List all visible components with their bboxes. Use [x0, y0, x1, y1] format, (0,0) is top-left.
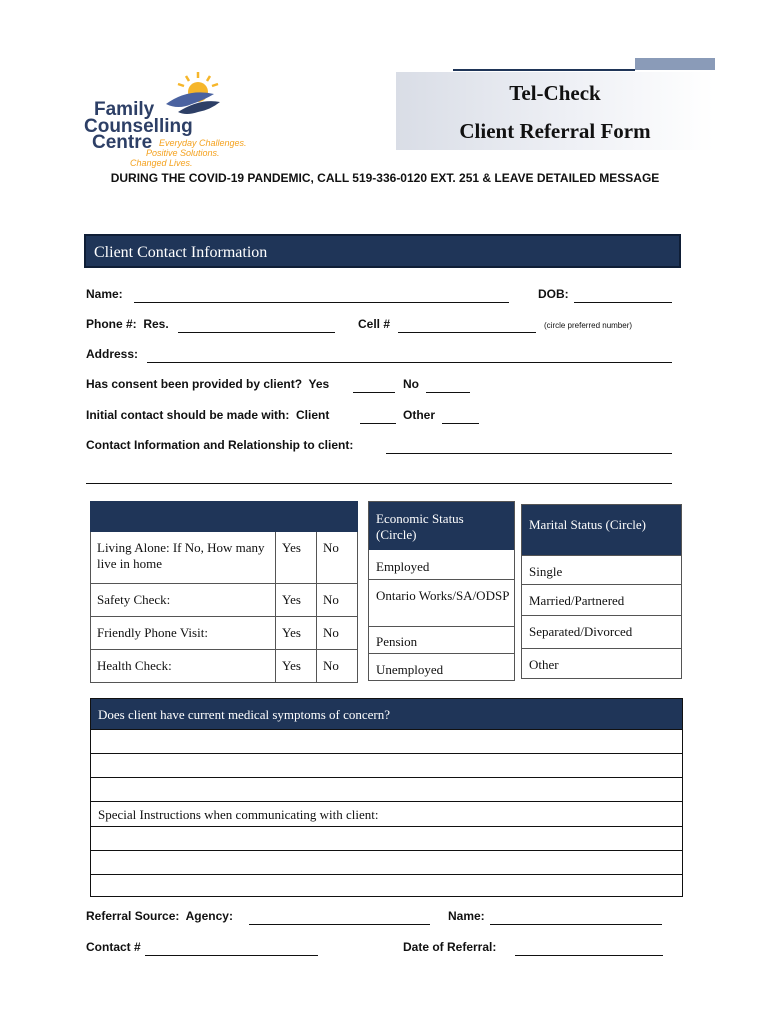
- logo-line-1: Family: [94, 99, 155, 120]
- check-row: [91, 617, 358, 650]
- logo-tagline-2: Positive Solutions.: [146, 148, 220, 158]
- dob-field[interactable]: [574, 302, 672, 303]
- logo-tagline-3: Changed Lives.: [130, 158, 193, 168]
- medical-question: Does client have current medical symptoms of concern?: [90, 698, 683, 730]
- phone-res-label: Phone #: Res.: [86, 317, 173, 331]
- check-table: [90, 501, 358, 683]
- check-label: Friendly Phone Visit:: [91, 617, 276, 650]
- name-field[interactable]: [134, 302, 509, 303]
- contact-info-label: Contact Information and Relationship to client:: [86, 438, 361, 452]
- covid-notice: DURING THE COVID-19 PANDEMIC, CALL 519-336-0120 EXT. 251 & LEAVE DETAILED MESSAGE: [110, 171, 660, 185]
- phone-res-field[interactable]: [178, 332, 335, 333]
- name-label: Name:: [86, 287, 130, 301]
- medical-answer-line[interactable]: [90, 730, 683, 754]
- section-header: [84, 234, 681, 268]
- check-label: Health Check:: [91, 650, 276, 683]
- cell-label: Cell #: [358, 317, 394, 331]
- marital-status-title: Marital Status (Circle): [522, 505, 681, 555]
- marital-option[interactable]: Separated/Divorced: [529, 624, 633, 639]
- check-no[interactable]: No: [317, 617, 358, 650]
- initial-client-field[interactable]: [360, 423, 396, 424]
- logo-line-3: Centre: [92, 132, 153, 153]
- economic-option[interactable]: Ontario Works/SA/ODSP: [376, 588, 510, 603]
- contact-info-field-line-2[interactable]: [86, 483, 672, 484]
- agency-field[interactable]: [249, 924, 430, 925]
- economic-option[interactable]: Unemployed: [376, 662, 444, 677]
- special-instructions-label: Special Instructions when communicating with client:: [90, 802, 683, 827]
- marital-status-box: [521, 504, 682, 679]
- economic-status-title: Economic Status (Circle): [369, 502, 514, 550]
- special-instructions-line[interactable]: [90, 851, 683, 875]
- check-no[interactable]: No: [317, 650, 358, 683]
- initial-other-label: Other: [403, 408, 439, 422]
- check-no[interactable]: No: [317, 532, 358, 584]
- check-header-label: [91, 502, 276, 532]
- form-subtitle: Client Referral Form: [459, 119, 651, 143]
- referral-source-label: Referral Source: Agency:: [86, 909, 237, 923]
- initial-contact-label: Initial contact should be made with: Client: [86, 408, 333, 422]
- form-title: Tel-Check: [509, 81, 601, 105]
- check-no[interactable]: No: [317, 584, 358, 617]
- marital-option[interactable]: Single: [529, 564, 563, 579]
- medical-answer-line[interactable]: [90, 778, 683, 802]
- date-of-referral-field[interactable]: [515, 955, 663, 956]
- check-label: Safety Check:: [91, 584, 276, 617]
- referral-name-label: Name:: [448, 909, 485, 923]
- check-header-yes: [276, 502, 317, 532]
- check-yes[interactable]: Yes: [276, 650, 317, 683]
- special-instructions-line[interactable]: [90, 827, 683, 851]
- header-rule: [453, 69, 635, 71]
- section-title: Client Contact Information: [94, 244, 268, 261]
- medical-answer-line[interactable]: [90, 754, 683, 778]
- economic-option[interactable]: Employed: [376, 559, 430, 574]
- date-of-referral-label: Date of Referral:: [403, 940, 500, 954]
- contact-info-field[interactable]: [386, 453, 672, 454]
- marital-option[interactable]: Married/Partnered: [529, 593, 625, 608]
- header-accent: [635, 58, 715, 70]
- cell-field[interactable]: [398, 332, 536, 333]
- referral-name-field[interactable]: [490, 924, 662, 925]
- check-yes[interactable]: Yes: [276, 584, 317, 617]
- logo-line-2: Counselling: [84, 116, 193, 137]
- check-row: [91, 650, 358, 683]
- initial-other-field[interactable]: [442, 423, 479, 424]
- consent-no-field[interactable]: [426, 392, 470, 393]
- economic-status-box: [368, 501, 515, 681]
- consent-yes-field[interactable]: [353, 392, 395, 393]
- dob-label: DOB:: [538, 287, 572, 301]
- check-row: [91, 532, 358, 584]
- contact-number-label: Contact #: [86, 940, 141, 954]
- address-label: Address:: [86, 347, 145, 361]
- check-row: [91, 584, 358, 617]
- logo-hands-icon: [148, 70, 238, 120]
- consent-no-label: No: [403, 377, 423, 391]
- special-instructions-line[interactable]: [90, 875, 683, 897]
- consent-label: Has consent been provided by client? Yes: [86, 377, 333, 391]
- check-header-no: [317, 502, 358, 532]
- logo: [84, 70, 264, 170]
- check-yes[interactable]: Yes: [276, 617, 317, 650]
- logo-tagline-1: Everyday Challenges.: [159, 138, 247, 148]
- economic-option[interactable]: Pension: [376, 634, 418, 649]
- check-yes[interactable]: Yes: [276, 532, 317, 584]
- check-label: Living Alone: If No, How many live in home: [91, 532, 276, 584]
- contact-number-field[interactable]: [145, 955, 318, 956]
- cell-note: (circle preferred number): [544, 321, 633, 330]
- marital-option[interactable]: Other: [529, 657, 559, 672]
- address-field[interactable]: [147, 362, 672, 363]
